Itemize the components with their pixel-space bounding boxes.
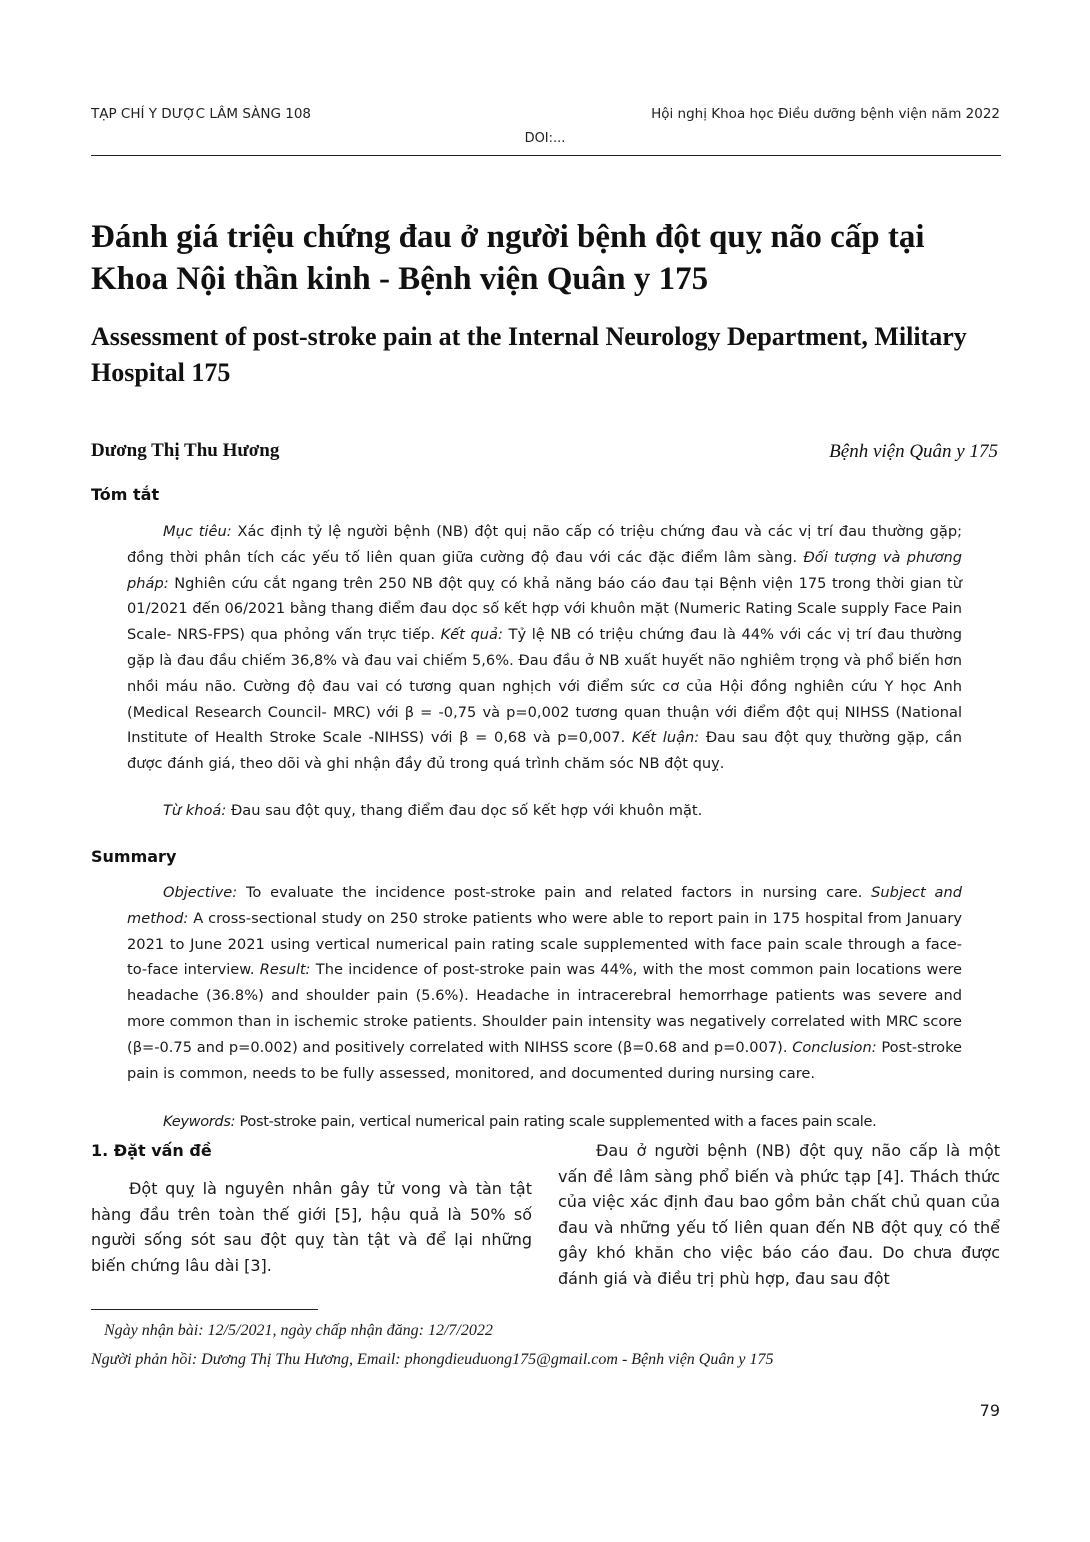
objective-label-en: Objective: (163, 884, 238, 901)
section-1-heading: 1. Đặt vấn đề (91, 1141, 212, 1160)
keywords-label-vn: Từ khoá: (163, 802, 227, 819)
objective-label-vn: Mục tiêu: (163, 523, 232, 540)
doi: DOI:... (524, 131, 566, 146)
result-text-vn: Tỷ lệ NB có triệu chứng đau là 44% với các vị trí đau thường gặp là đau đầu chiếm 36,8% và đau vai chiếm 5,6%. Đau đầu ở NB xuất huyết não nghiêm trọng và phổ biến hơn nhồi máu não. Cường độ đau vai có tương quan nghịch với điểm sức cơ của Hội đồng nghiên cứu Y học Anh (Medical Research Council- MRC) với β = -0,75 và p=0,002 tương quan thuận với điểm đột quị NIHSS (National Institute of Health Stroke Scale -NIHSS) với β = 0,68 và p=0,007. (127, 626, 962, 747)
conclusion-text-vn: Đau sau đột quỵ thường gặp, cần được đánh giá, theo dõi và ghi nhận đầy đủ trong quá trình chăm sóc NB đột quỵ. (127, 729, 963, 773)
objective-text-en: To evaluate the incidence post-stroke pain and related factors in nursing care. (245, 884, 863, 901)
header-rule (91, 155, 1001, 156)
objective-text-vn: Xác định tỷ lệ người bệnh (NB) đột quị não cấp có triệu chứng đau và các vị trí đau thường gặp; đồng thời phân tích các yếu tố liên quan giữa cường độ đau với các đặc điểm lâm sàng. (127, 523, 962, 566)
conclusion-label-vn: Kết luận: (631, 729, 700, 747)
keywords-label-en: Keywords: (163, 1113, 236, 1130)
abstract-en-body (127, 880, 962, 1086)
conclusion-text-en: Post-stroke pain is common, needs to be fully assessed, monitored, and documented during nursing care. (127, 1038, 962, 1082)
footnote-correspondence: Người phản hồi: Dương Thị Thu Hương, Email: phongdieuduong175@gmail.com - Bệnh viện Quân y 175 (91, 1351, 774, 1368)
footnote-rule (91, 1309, 318, 1310)
result-label-en: Result: (259, 961, 311, 979)
method-text-vn: Nghiên cứu cắt ngang trên 250 NB đột quỵ có khả năng báo cáo đau tại Bệnh viện 175 trong thời gian từ 01/2021 đến 06/2021 bằng thang điểm đau dọc số kết hợp với khuôn mặt (Numeric Rating Scale supply Face Pain Scale- NRS-FPS) qua phỏng vấn trực tiếp. (127, 574, 962, 644)
method-label-en: Subject and method: (127, 884, 962, 927)
keywords-text-vn: Đau sau đột quỵ, thang điểm đau dọc số kết hợp với khuôn mặt. (230, 802, 703, 819)
keywords-text-en: Post-stroke pain, vertical numerical pain rating scale supplemented with a faces pain scale. (239, 1113, 877, 1130)
title-vietnamese: Đánh giá triệu chứng đau ở người bệnh đột quỵ não cấp tại Khoa Nội thần kinh - Bệnh viện Quân y 175 (91, 219, 925, 297)
section-1-left-column (91, 1176, 532, 1278)
journal-name: TẠP CHÍ Y DƯỢC LÂM SÀNG 108 (91, 106, 312, 122)
section-1-right-paragraph: Đau ở người bệnh (NB) đột quỵ não cấp là một vấn đề lâm sàng phổ biến và phức tạp [4]. Thách thức của việc xác định đau bao gồm bản chất chủ quan của đau và những yếu tố liên quan đến NB đột quỵ có thể gây khó khăn cho việc báo cáo đau. Do chưa được đánh giá và điều trị phù hợp, đau sau đột (558, 1141, 1000, 1288)
footnote-received: Ngày nhận bài: 12/5/2021, ngày chấp nhận đăng: 12/7/2022 (104, 1322, 493, 1339)
author-affiliation: Bệnh viện Quân y 175 (829, 441, 998, 462)
abstract-vn-body (127, 519, 962, 777)
result-label-vn: Kết quả: (440, 626, 503, 644)
result-text-en: The incidence of post-stroke pain was 44%, with the most common pain locations were headache (36.8%) and shoulder pain (5.6%). Headache in intracerebral hemorrhage patients was severe and more common than in ischemic stroke patients. Shoulder pain intensity was negatively correlated with MRC score (β=-0.75 and p=0.002) and positively correlated with NIHSS score (β=0.68 and p=0.007). (127, 961, 963, 1056)
section-1-right-column (558, 1138, 1000, 1292)
author-name: Dương Thị Thu Hương (91, 440, 280, 461)
title-english: Assessment of post-stroke pain at the Internal Neurology Department, Military Hospital 175 (91, 322, 967, 387)
abstract-vn-heading: Tóm tắt (91, 485, 160, 504)
method-text-en: A cross-sectional study on 250 stroke patients who were able to report pain in 175 hospital from January 2021 to June 2021 using vertical numerical pain rating scale supplemented with face pain scale through a face-to-face interview. (127, 909, 962, 979)
section-1-left-paragraph: Đột quỵ là nguyên nhân gây tử vong và tàn tật hàng đầu trên toàn thế giới [5], hậu quả là 50% số người sống sót sau đột quỵ tàn tật và để lại những biến chứng lâu dài [3]. (91, 1179, 532, 1275)
conference-name: Hội nghị Khoa học Điều dưỡng bệnh viện năm 2022 (651, 106, 1000, 122)
conclusion-label-en: Conclusion: (792, 1038, 877, 1056)
page-number: 79 (979, 1401, 1000, 1420)
method-label-vn: Đối tượng và phương pháp: (127, 548, 962, 592)
keywords-en (163, 1113, 963, 1130)
keywords-vn (163, 802, 963, 819)
abstract-en-heading: Summary (91, 847, 177, 866)
